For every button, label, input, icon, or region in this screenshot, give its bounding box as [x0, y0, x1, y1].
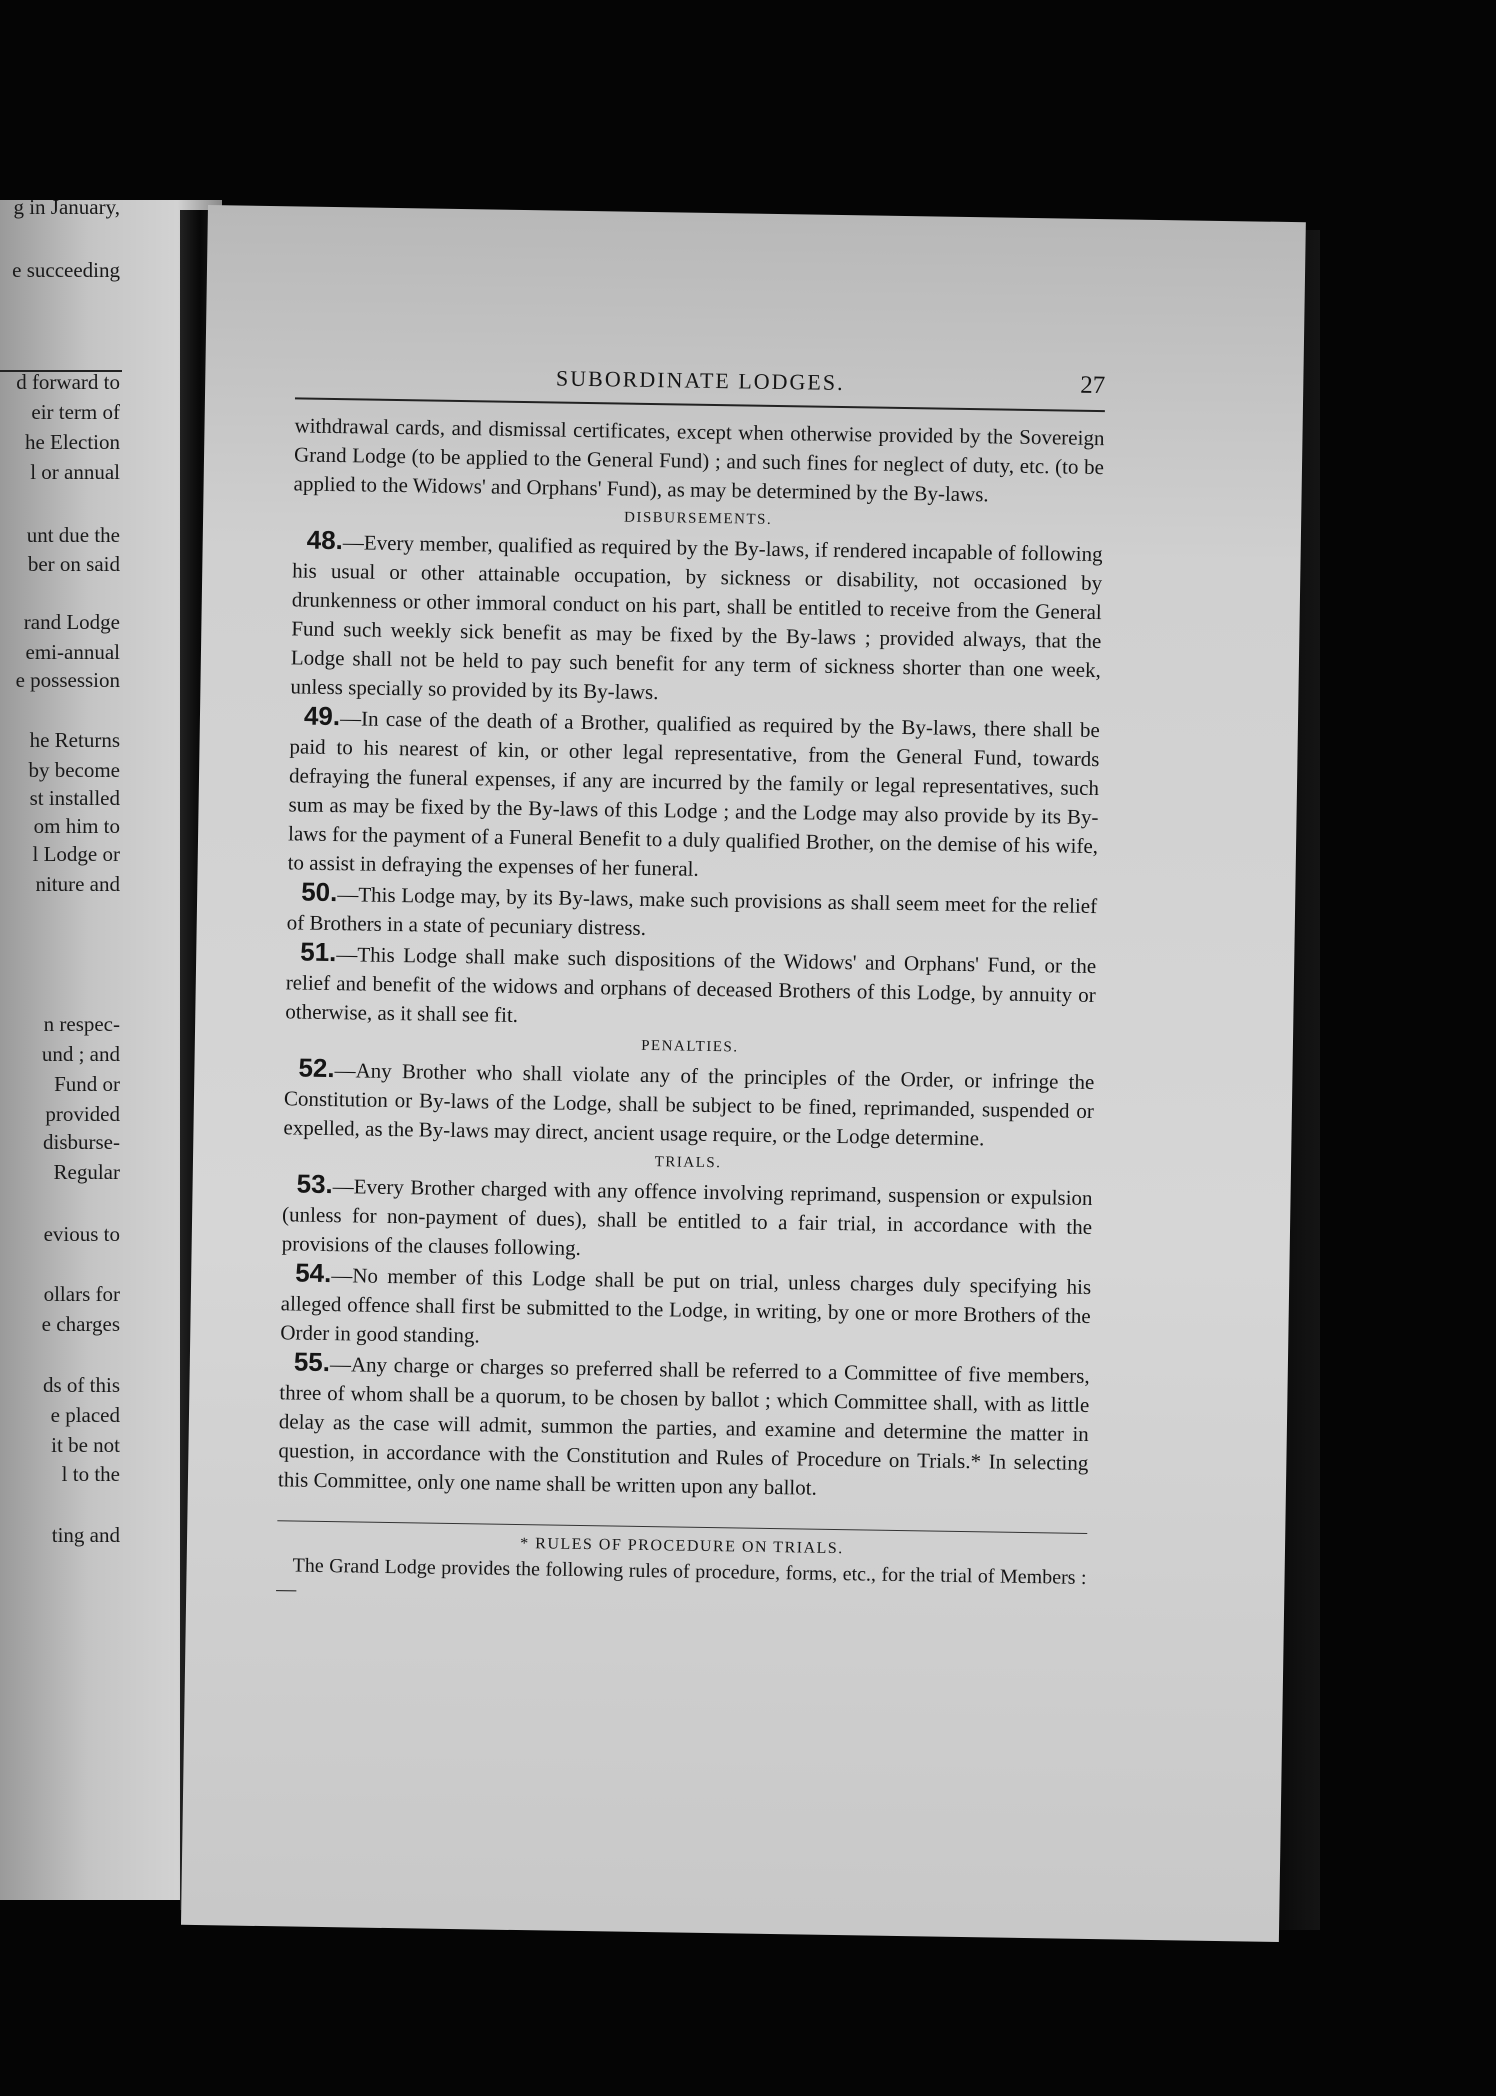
- right-page: [181, 205, 1306, 1942]
- page-content: [276, 361, 1105, 1614]
- left-page-line: emi-annual: [25, 640, 120, 664]
- section-number: 53.: [296, 1168, 334, 1200]
- left-page-line: e charges: [41, 1312, 120, 1336]
- section-number: 49.: [303, 700, 341, 732]
- left-page-line: om him to: [33, 814, 120, 838]
- section-49: [287, 701, 1100, 890]
- intro-paragraph: withdrawal cards, and dismissal certificates, except when otherwise provided by the Sovereign Grand Lodge (to be applied to the General Fund) ; and such fines for neglect of duty, etc. (to be applied to the Widows' and Orphans' Fund), as may be determined by the By-laws.: [293, 413, 1105, 507]
- left-page-line: he Election: [24, 430, 120, 454]
- left-page-line: rand Lodge: [23, 610, 120, 634]
- left-page-line: it be not: [51, 1433, 120, 1457]
- footnote-text: The Grand Lodge provides the following rules of procedure, forms, etc., for the trial of Members :—: [276, 1554, 1087, 1601]
- left-page-line: l to the: [61, 1462, 120, 1486]
- left-page-line: l Lodge or: [32, 842, 120, 866]
- left-page-line: n respec-: [43, 1012, 120, 1036]
- footnote-title: * RULES OF PROCEDURE ON TRIALS.: [520, 1535, 844, 1558]
- section-text: —This Lodge shall make such dispositions of the Widows' and Orphans' Fund, or the relief and benefit of the widows and orphans of deceased Brothers of this Lodge, by annuity or otherwise, as it shall see fit.: [285, 942, 1097, 1027]
- left-page-line: e succeeding: [12, 258, 120, 282]
- section-text: —Any charge or charges so preferred shall be referred to a Committee of five members, three of whom shall be a quorum, to be chosen by ballot ; which Committee shall, with as little delay as the case will admit, summon the parties, and examine and determine the matter in question, in accordance with the Constitution and Rules of Procedure on Trials.* In selecting this Committee, only one name shall be written upon any ballot.: [277, 1352, 1090, 1500]
- section-51: [285, 937, 1096, 1039]
- left-page-line: niture and: [35, 872, 120, 896]
- left-page-line: e placed: [50, 1403, 120, 1427]
- section-text: —In case of the death of a Brother, qualified as required by the By-laws, there shall be paid to his nearest of kin, or other legal representative, from the General Fund, towards defraying the funeral expenses, if any are incurred by the family or legal representatives, such sum as may be fixed by the By-laws of this Lodge ; and the Lodge may also provide by its By-laws for the payment of a Funeral Benefit to a duly qualified Brother, on the demise of his wife, to assist in defraying the expenses of her funeral.: [287, 706, 1101, 881]
- section-text: —No member of this Lodge shall be put on trial, unless charges duly specifying his alleged offence shall first be submitted to the Lodge, in writing, by one or more Brothers of the Order in good standing.: [280, 1263, 1092, 1348]
- left-page-line: by become: [28, 758, 120, 782]
- left-page-line: he Returns: [29, 728, 120, 752]
- running-title: SUBORDINATE LODGES.: [555, 365, 845, 396]
- left-page-line: disburse-: [43, 1130, 120, 1154]
- heading-trials: TRIALS.: [654, 1154, 722, 1172]
- left-page-line: d forward to: [16, 370, 120, 394]
- left-page-line: unt due the: [26, 523, 120, 547]
- section-number: 54.: [295, 1257, 332, 1289]
- page-number: 27: [1080, 371, 1106, 400]
- section-number: 51.: [300, 936, 337, 968]
- left-page-line: ting and: [51, 1523, 120, 1547]
- section-number: 48.: [306, 524, 344, 556]
- section-text: —Every Brother charged with any offence involving reprimand, suspension or expulsion (unless for non-payment of dues), shall be entitled to a fair trial, in accordance with the provisions of the clauses following.: [281, 1174, 1093, 1260]
- running-head: [295, 361, 1105, 412]
- heading-disbursements: DISBURSEMENTS.: [623, 509, 773, 528]
- left-page-line: l or annual: [30, 460, 120, 484]
- footnote-rule: [277, 1520, 1087, 1534]
- left-page-line: g in January,: [13, 200, 120, 219]
- section-number: 55.: [293, 1346, 331, 1378]
- left-page-line: st installed: [29, 786, 120, 810]
- left-page-line: Fund or: [54, 1072, 120, 1096]
- section-53: [281, 1169, 1092, 1271]
- section-text: —Every member, qualified as required by the By-laws, if rendered incapable of following his usual or other attainable occupation, by sickness or disability, not occasioned by drunkenness or other immoral conduct on his part, shall be entitled to receive from the General Fund such weekly sick benefit as may be fixed by the By-laws ; provided always, that the Lodge shall not be held to pay such benefit for any term of sickness shorter than one week, unless specially so provided by its By-laws.: [290, 530, 1103, 705]
- left-page-line: provided: [45, 1102, 120, 1126]
- left-page-line: Regular: [53, 1160, 120, 1184]
- left-page-line: ds of this: [42, 1373, 120, 1397]
- section-52: [283, 1053, 1094, 1155]
- section-text: —Any Brother who shall violate any of the principles of the Order, or infringe the Constitution or By-laws of the Lodge, shall be subject to be fined, reprimanded, suspended or expelled, as the By-laws may direct, ancient usage require, or the Lodge determine.: [283, 1058, 1095, 1151]
- section-48: [290, 525, 1103, 714]
- section-54: [280, 1258, 1091, 1360]
- heading-penalties: PENALTIES.: [641, 1037, 739, 1056]
- left-page-line: eir term of: [31, 400, 120, 424]
- left-page-text: [0, 200, 120, 1900]
- left-page-line: ollars for: [43, 1282, 120, 1306]
- left-page-line: e possession: [15, 668, 120, 692]
- left-page-line: und ; and: [41, 1042, 120, 1066]
- left-page-line: ber on said: [27, 552, 120, 576]
- section-55: [278, 1347, 1090, 1507]
- section-text: —This Lodge may, by its By-laws, make such provisions as shall seem meet for the relief of Brothers in a state of pecuniary distress.: [286, 882, 1098, 940]
- section-number: 50.: [300, 876, 338, 908]
- left-page-line: evious to: [43, 1222, 120, 1246]
- section-number: 52.: [298, 1052, 335, 1084]
